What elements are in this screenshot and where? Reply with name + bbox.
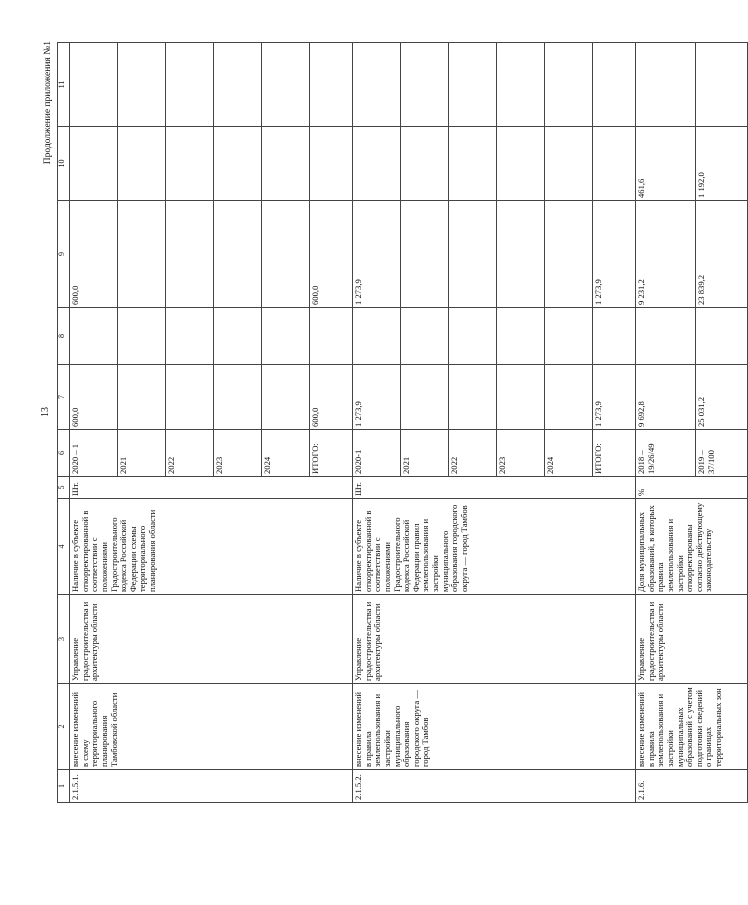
value-cell xyxy=(166,308,214,365)
value-cell xyxy=(118,201,166,308)
value-cell xyxy=(401,308,449,365)
table-row xyxy=(353,43,401,803)
col-num: 9 xyxy=(58,201,70,308)
value-cell xyxy=(118,365,166,430)
year-cell: 2021 xyxy=(401,430,449,477)
value-cell xyxy=(401,365,449,430)
value-cell xyxy=(166,127,214,201)
item-number: 2.1.5.2. xyxy=(353,770,636,803)
item-executor: Управление градостроительства и архитектуры области xyxy=(70,595,353,684)
value-cell xyxy=(118,127,166,201)
year-cell: 2019 – 37/100 xyxy=(696,430,748,477)
value-cell xyxy=(449,127,497,201)
column-number-row xyxy=(58,43,70,803)
item-indicator: Наличие в субъекте откорректированной в соответствии с положениями Градостроительного кодекса Российской Федерации правил землепользования и застройки муниципального образования городского округа — город Тамбов xyxy=(353,499,636,595)
value-cell xyxy=(497,308,545,365)
value-cell xyxy=(214,43,262,127)
table-row xyxy=(70,43,118,803)
item-executor: Управление градостроительства и архитектуры области xyxy=(636,595,748,684)
value-cell xyxy=(262,127,310,201)
value-cell: 1 273,9 xyxy=(593,365,636,430)
value-cell xyxy=(545,365,593,430)
table-row xyxy=(636,43,696,803)
value-cell xyxy=(401,127,449,201)
value-cell xyxy=(214,201,262,308)
value-cell xyxy=(262,308,310,365)
year-cell: 2021 xyxy=(118,430,166,477)
item-unit: % xyxy=(636,477,748,499)
value-cell xyxy=(310,308,353,365)
value-cell: 461,6 xyxy=(636,127,696,201)
continuation-caption: Продолжение приложения №1 xyxy=(43,41,53,165)
year-cell: 2023 xyxy=(214,430,262,477)
value-cell xyxy=(401,201,449,308)
value-cell xyxy=(70,308,118,365)
item-indicator: Наличие в субъекте откорректированной в соответствии с положениями Градостроительного кодекса Российской Федерации схемы территориального планирования области xyxy=(70,499,353,595)
value-cell xyxy=(449,365,497,430)
col-num: 6 xyxy=(58,430,70,477)
value-cell xyxy=(449,43,497,127)
value-cell xyxy=(310,43,353,127)
page-number: 13 xyxy=(40,407,51,417)
landscape-content xyxy=(40,41,723,803)
item-unit: Шт. xyxy=(353,477,636,499)
value-cell xyxy=(166,43,214,127)
year-cell: 2024 xyxy=(262,430,310,477)
item-name: внесение изменений в схему территориального планирования Тамбовской области xyxy=(70,684,353,770)
col-num: 4 xyxy=(58,499,70,595)
year-cell: 2024 xyxy=(545,430,593,477)
item-name: внесение изменений в правила землепользования и застройки муниципального образования городского округа — город Тамбов xyxy=(353,684,636,770)
program-table xyxy=(57,42,748,803)
value-cell: 23 839,2 xyxy=(696,201,748,308)
value-cell xyxy=(593,308,636,365)
value-cell xyxy=(262,43,310,127)
value-cell: 600,0 xyxy=(70,201,118,308)
value-cell xyxy=(497,365,545,430)
item-name: внесение изменений в правила землепользования и застройки муниципальных образований с учетом подготовки сведений о границах территориальных зон xyxy=(636,684,748,770)
year-cell: 2022 xyxy=(449,430,497,477)
value-cell xyxy=(497,43,545,127)
value-cell xyxy=(401,43,449,127)
value-cell xyxy=(353,308,401,365)
col-num: 1 xyxy=(58,770,70,803)
value-cell xyxy=(310,127,353,201)
value-cell xyxy=(70,127,118,201)
value-cell: 9 231,2 xyxy=(636,201,696,308)
value-cell xyxy=(593,127,636,201)
item-number: 2.1.5.1. xyxy=(70,770,353,803)
col-num: 5 xyxy=(58,477,70,499)
value-cell: 1 273,9 xyxy=(593,201,636,308)
value-cell xyxy=(70,43,118,127)
value-cell xyxy=(593,43,636,127)
value-cell: 600,0 xyxy=(70,365,118,430)
value-cell xyxy=(545,43,593,127)
value-cell xyxy=(696,308,748,365)
year-cell: 2018 – 19/26/49 xyxy=(636,430,696,477)
item-number: 2.1.6. xyxy=(636,770,748,803)
value-cell xyxy=(166,201,214,308)
value-cell xyxy=(166,365,214,430)
value-cell xyxy=(262,365,310,430)
value-cell xyxy=(449,201,497,308)
value-cell xyxy=(353,43,401,127)
value-cell: 1 273,9 xyxy=(353,365,401,430)
value-cell: 600,0 xyxy=(310,201,353,308)
value-cell xyxy=(353,127,401,201)
value-cell: 9 692,8 xyxy=(636,365,696,430)
value-cell xyxy=(214,365,262,430)
col-num: 7 xyxy=(58,365,70,430)
value-cell xyxy=(262,201,310,308)
year-cell: ИТОГО: xyxy=(310,430,353,477)
col-num: 11 xyxy=(58,43,70,127)
value-cell: 600,0 xyxy=(310,365,353,430)
value-cell: 25 031,2 xyxy=(696,365,748,430)
year-cell: 2020-1 xyxy=(353,430,401,477)
item-executor: Управление градостроительства и архитектуры области xyxy=(353,595,636,684)
year-cell: ИТОГО: xyxy=(593,430,636,477)
value-cell xyxy=(118,43,166,127)
value-cell xyxy=(545,127,593,201)
value-cell xyxy=(497,201,545,308)
value-cell: 1 273,9 xyxy=(353,201,401,308)
value-cell xyxy=(545,308,593,365)
col-num: 8 xyxy=(58,308,70,365)
col-num: 10 xyxy=(58,127,70,201)
value-cell xyxy=(214,308,262,365)
value-cell xyxy=(545,201,593,308)
value-cell xyxy=(118,308,166,365)
value-cell xyxy=(214,127,262,201)
col-num: 2 xyxy=(58,684,70,770)
item-indicator: Доля муниципальных образований, в которых правила землепользования и застройки откорректированы согласно действующему законодательству xyxy=(636,499,748,595)
value-cell xyxy=(636,308,696,365)
value-cell xyxy=(636,43,696,127)
value-cell xyxy=(497,127,545,201)
col-num: 3 xyxy=(58,595,70,684)
value-cell xyxy=(696,43,748,127)
value-cell: 1 192,0 xyxy=(696,127,748,201)
value-cell xyxy=(449,308,497,365)
year-cell: 2022 xyxy=(166,430,214,477)
year-cell: 2020 – 1 xyxy=(70,430,118,477)
item-unit: Шт. xyxy=(70,477,353,499)
year-cell: 2023 xyxy=(497,430,545,477)
